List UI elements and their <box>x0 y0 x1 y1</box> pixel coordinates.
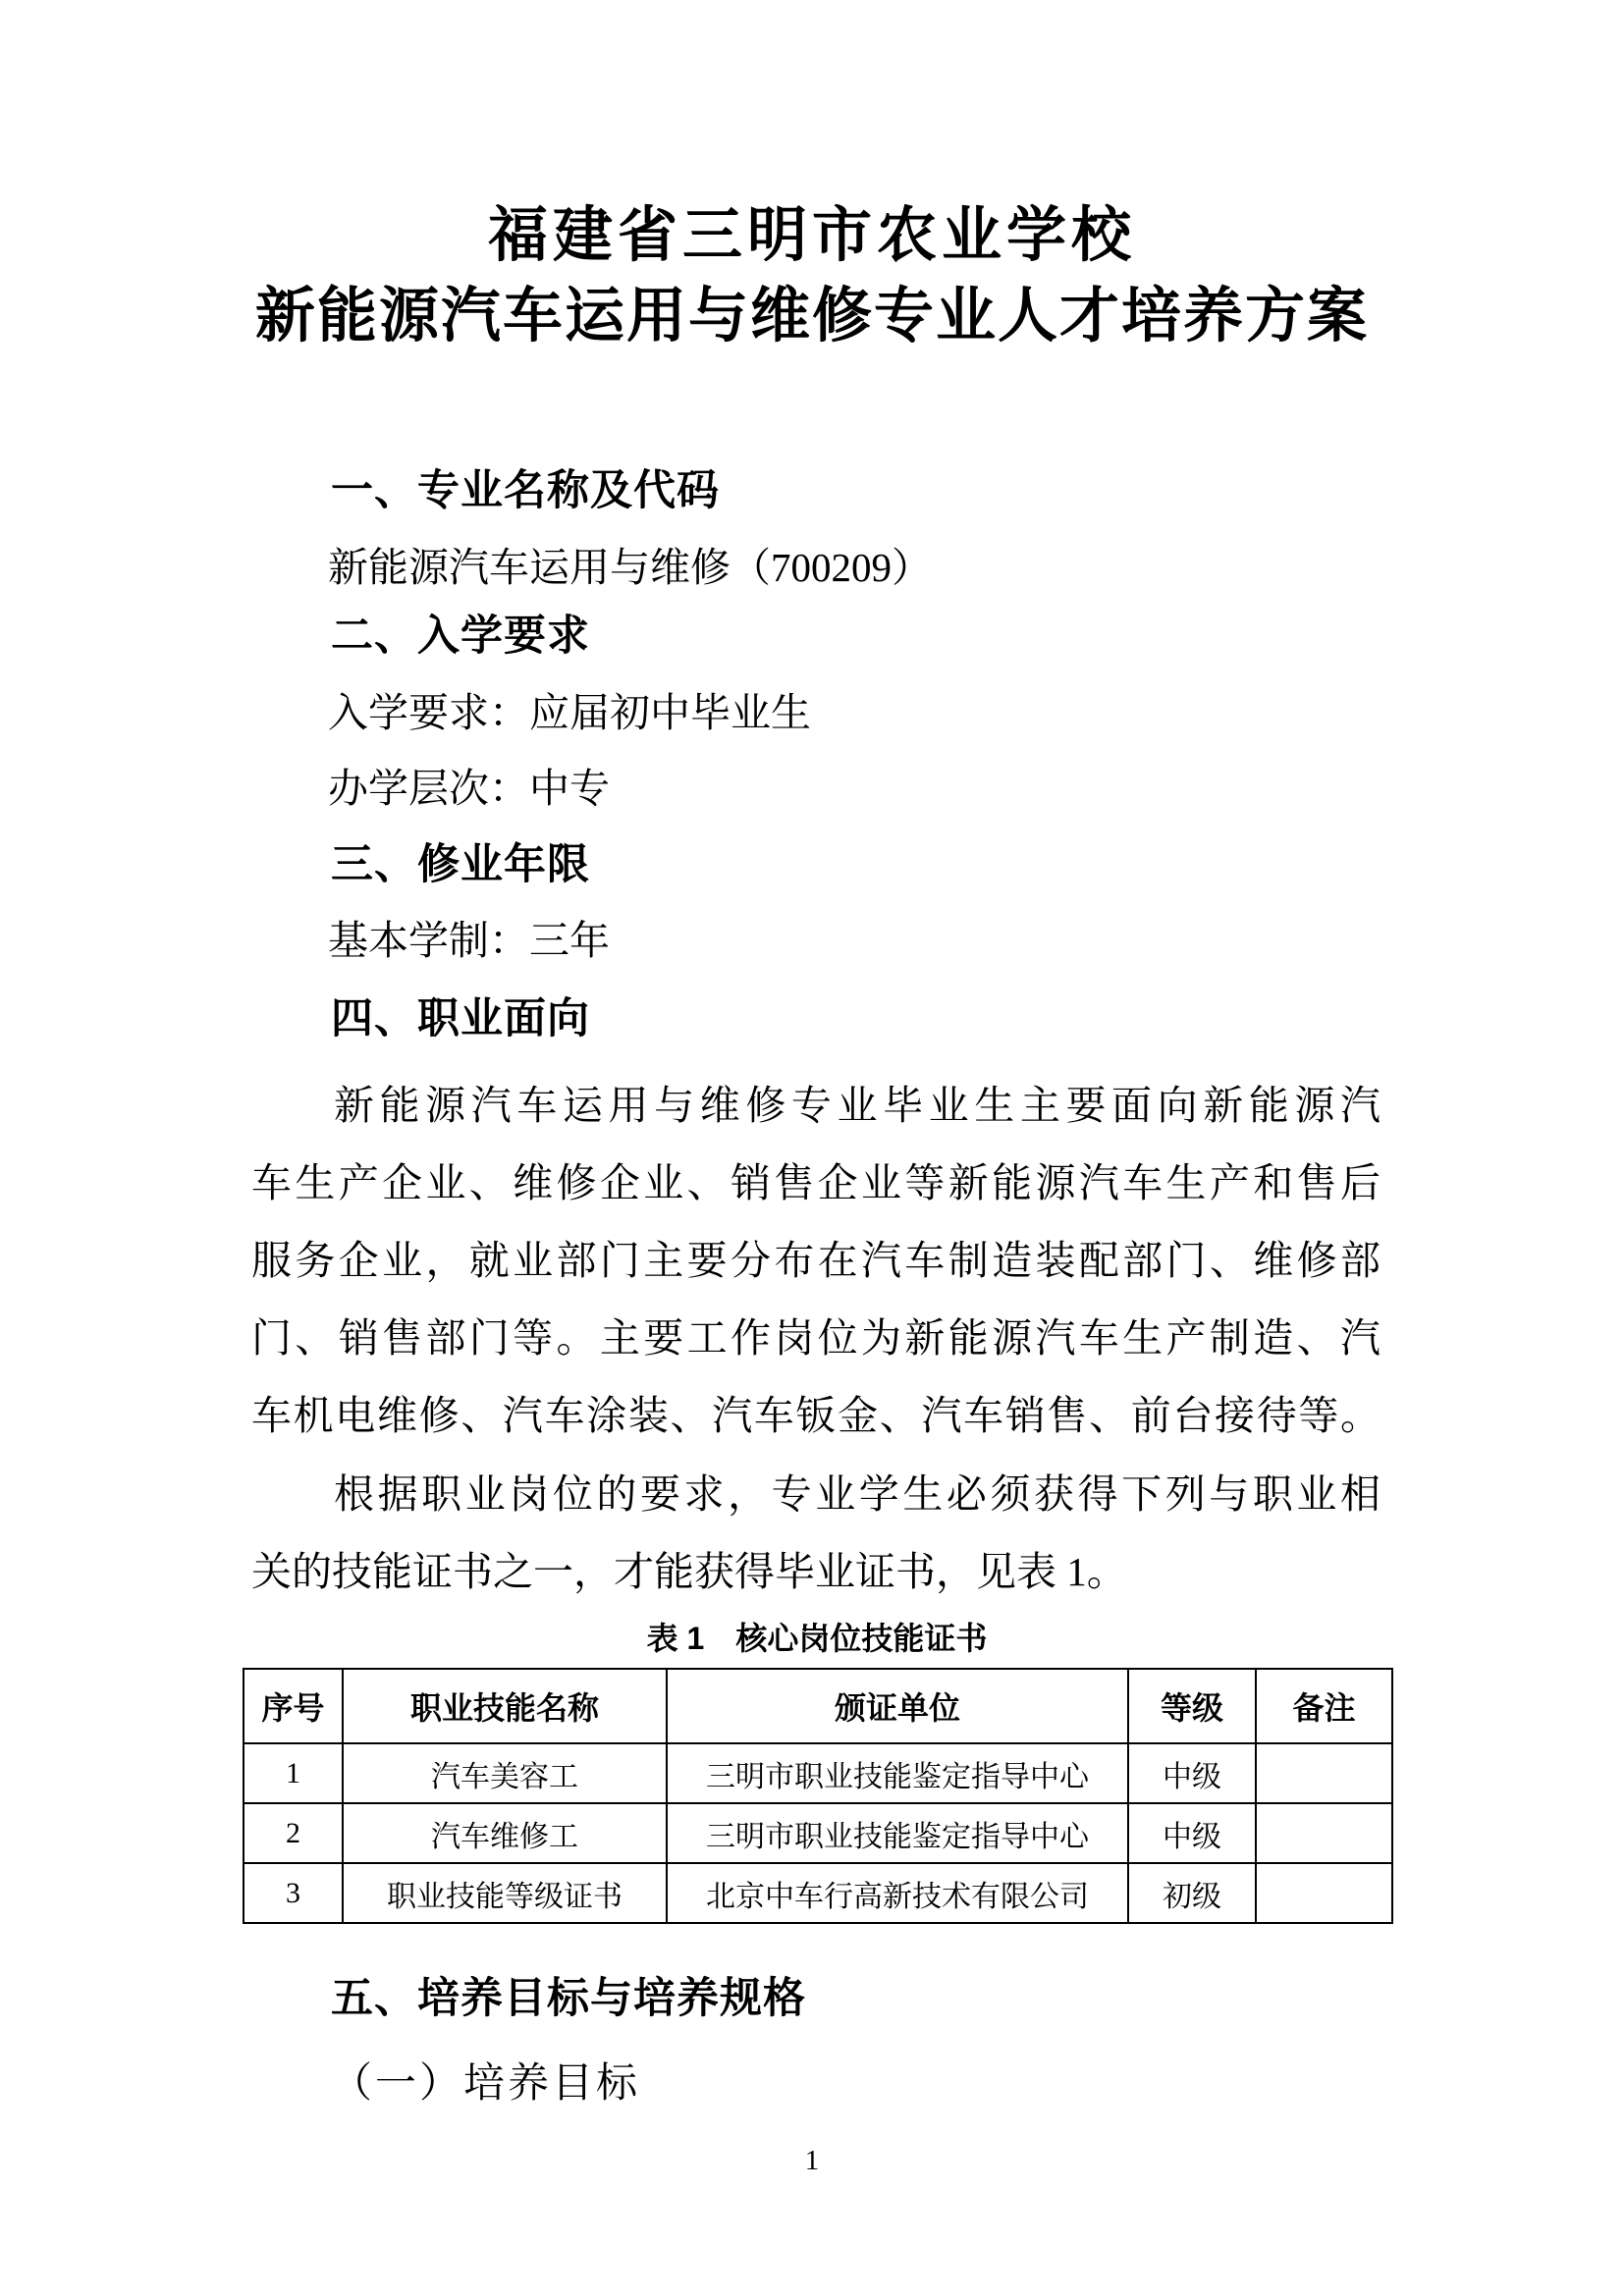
cell-remark <box>1256 1803 1392 1863</box>
header-cell-skill-name: 职业技能名称 <box>343 1669 667 1743</box>
table-caption: 表 1 核心岗位技能证书 <box>646 1621 988 1656</box>
career-paragraph-line-4: 门、销售部门等。主要工作岗位为新能源汽车生产制造、汽 <box>251 1315 1380 1361</box>
cell-issuer: 北京中车行高新技术有限公司 <box>667 1863 1128 1923</box>
table-row <box>244 1803 1392 1863</box>
career-paragraph-line-5: 车机电维修、汽车涂装、汽车钣金、汽车销售、前台接待等。 <box>251 1393 1380 1438</box>
certificate-paragraph-line-1: 根据职业岗位的要求，专业学生必须获得下列与职业相 <box>334 1471 1380 1517</box>
page-number: 1 <box>804 2145 820 2176</box>
table-row <box>244 1743 1392 1803</box>
skills-certificate-table <box>243 1668 1391 1924</box>
schooling-length-line: 基本学制：三年 <box>328 918 610 963</box>
cell-serial: 2 <box>244 1803 343 1863</box>
career-paragraph-line-3: 服务企业，就业部门主要分布在汽车制造装配部门、维修部 <box>251 1238 1380 1283</box>
header-cell-issuer: 颁证单位 <box>667 1669 1128 1743</box>
cell-issuer: 三明市职业技能鉴定指导中心 <box>667 1743 1128 1803</box>
certificate-paragraph-line-2: 关的技能证书之一，才能获得毕业证书，见表 1。 <box>251 1549 1127 1594</box>
cell-serial: 3 <box>244 1863 343 1923</box>
career-paragraph-line-1: 新能源汽车运用与维修专业毕业生主要面向新能源汽 <box>334 1083 1380 1128</box>
section-heading-4: 四、职业面向 <box>331 995 590 1042</box>
cell-skill-name: 汽车美容工 <box>343 1743 667 1803</box>
major-name-code-line: 新能源汽车运用与维修（700209） <box>328 545 932 590</box>
enrollment-requirement-line: 入学要求：应届初中毕业生 <box>328 690 811 735</box>
cell-level: 中级 <box>1128 1803 1256 1863</box>
cell-level: 中级 <box>1128 1743 1256 1803</box>
education-level-line: 办学层次：中专 <box>328 766 610 811</box>
cell-issuer: 三明市职业技能鉴定指导中心 <box>667 1803 1128 1863</box>
document-title-line-1: 福建省三明市农业学校 <box>487 201 1136 268</box>
table-row <box>244 1863 1392 1923</box>
section-heading-3: 三、修业年限 <box>331 841 590 888</box>
cell-skill-name: 汽车维修工 <box>343 1803 667 1863</box>
cell-serial: 1 <box>244 1743 343 1803</box>
cell-remark <box>1256 1863 1392 1923</box>
section-heading-1: 一、专业名称及代码 <box>331 467 720 514</box>
header-cell-level: 等级 <box>1128 1669 1256 1743</box>
career-paragraph-line-2: 车生产企业、维修企业、销售企业等新能源汽车生产和售后 <box>251 1160 1380 1205</box>
section-heading-2: 二、入学要求 <box>331 613 590 660</box>
table-header-row <box>244 1669 1392 1743</box>
section-heading-5: 五、培养目标与培养规格 <box>331 1975 806 2022</box>
subsection-heading-training-objective: （一）培养目标 <box>331 2061 641 2107</box>
document-title-line-2: 新能源汽车运用与维修专业人才培养方案 <box>254 282 1369 348</box>
header-cell-remark: 备注 <box>1256 1669 1392 1743</box>
cell-remark <box>1256 1743 1392 1803</box>
cell-level: 初级 <box>1128 1863 1256 1923</box>
header-cell-serial: 序号 <box>244 1669 343 1743</box>
cell-skill-name: 职业技能等级证书 <box>343 1863 667 1923</box>
